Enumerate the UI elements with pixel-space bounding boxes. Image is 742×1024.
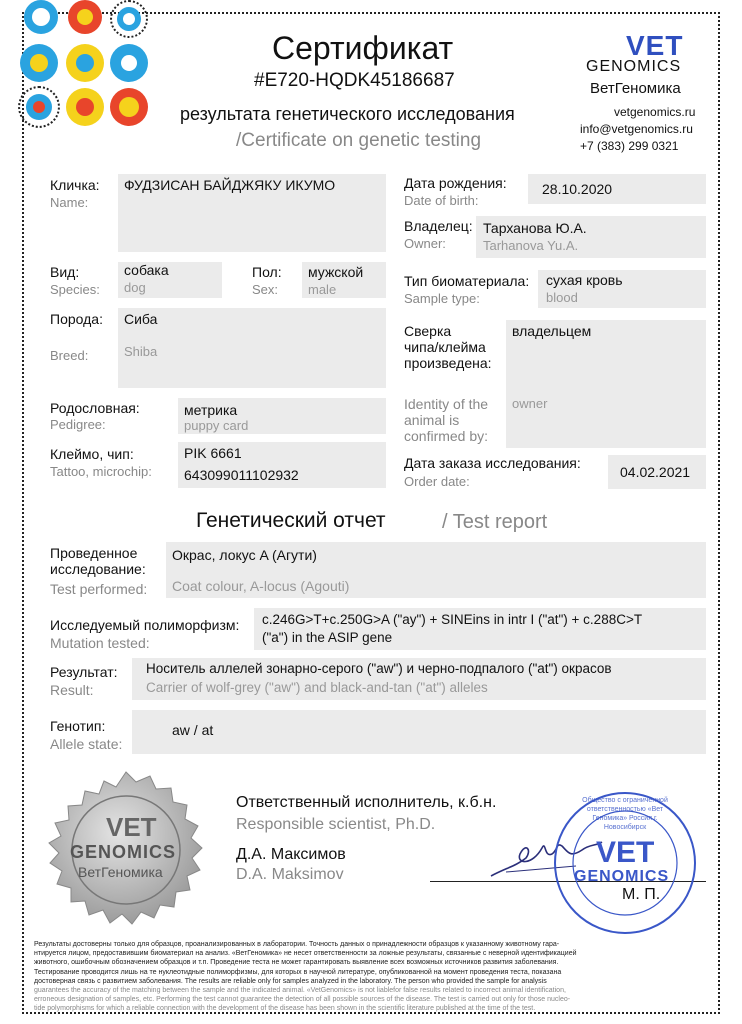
certificate-subtitle-ru: результата генетического исследования bbox=[180, 104, 515, 124]
blue-stamp-ring: Общество с ограниченной ответственностью «Вет Геномика» Россия г. Новосибирск bbox=[582, 797, 668, 831]
owner-label-ru: Владелец: bbox=[404, 218, 473, 234]
disclaimer-line: Тестирование проводится лишь на те нуклеотидные полиморфизмы, для которых в научной литературе, опубликованной на момент проведения теста, показана bbox=[34, 968, 562, 976]
species-value-ru: собака bbox=[124, 262, 169, 278]
disclaimer-line: животного, ошибочным обозначением образцов и т.п. Проведение теста не может гарантировать выявление всех возможных источников развития заболевания. bbox=[34, 959, 559, 967]
silver-seal bbox=[44, 770, 208, 934]
certificate-title: Сертификат bbox=[272, 30, 454, 66]
genotype-value: aw / at bbox=[172, 722, 214, 738]
breed-label-en: Breed: bbox=[50, 348, 89, 363]
brand-logo-genomics: GENOMICS bbox=[586, 58, 682, 75]
disclaimer-line: Результаты достоверны только для образцов, проанализированных в лаборатории. Точность данных о принадлежности образцов к указанному животному гара- bbox=[34, 941, 560, 948]
result-label-ru: Результат: bbox=[50, 664, 118, 680]
breed-value-ru: Сиба bbox=[124, 311, 158, 327]
identity-value-ru: владельцем bbox=[512, 323, 592, 339]
identity-value-box bbox=[506, 320, 706, 448]
mutation-label-ru: Исследуемый полиморфизм: bbox=[50, 617, 240, 633]
birth-label-ru: Дата рождения: bbox=[404, 175, 507, 191]
sample-label-en: Sample type: bbox=[404, 291, 480, 306]
tattoo-value-2: 643099011102932 bbox=[184, 467, 299, 483]
blue-stamp-genomics: GENOMICS bbox=[574, 868, 670, 885]
certificate-subtitle-en: /Certificate on genetic testing bbox=[236, 130, 482, 151]
order-label-en: Order date: bbox=[404, 474, 470, 489]
brand-email: info@vetgenomics.ru bbox=[580, 122, 693, 136]
identity-label-en-1: Identity of the bbox=[404, 396, 489, 412]
result-label-en: Result: bbox=[50, 682, 94, 698]
birth-label-en: Date of birth: bbox=[404, 193, 479, 208]
mutation-label-en: Mutation tested: bbox=[50, 635, 150, 651]
brand-phone: +7 (383) 299 0321 bbox=[580, 139, 679, 153]
owner-value-ru: Тарханова Ю.А. bbox=[483, 220, 587, 236]
name-value: ФУДЗИСАН БАЙДЖЯКУ ИКУМО bbox=[124, 177, 336, 193]
test-label-en: Test performed: bbox=[50, 581, 148, 597]
tattoo-label-en: Tattoo, microchip: bbox=[50, 464, 152, 479]
mutation-value-2: ("a") in the ASIP gene bbox=[262, 630, 393, 645]
sex-value-ru: мужской bbox=[308, 264, 364, 280]
identity-value-en: owner bbox=[512, 396, 548, 411]
silver-seal-ru: ВетГеномика bbox=[78, 864, 163, 880]
disclaimer bbox=[34, 940, 714, 1014]
pedigree-label-ru: Родословная: bbox=[50, 400, 140, 416]
report-heading-en: / Test report bbox=[442, 511, 548, 533]
test-value-ru: Окрас, локус A (Агути) bbox=[172, 547, 317, 563]
pedigree-value-en: puppy card bbox=[184, 418, 249, 433]
disclaimer-line: достоверная связь с развитием заболевания. The results are reliable only for samples analyzed in the laboratory. The person who provided the sample for analysis bbox=[34, 977, 547, 985]
sex-label-en: Sex: bbox=[252, 282, 279, 297]
sex-value-en: male bbox=[308, 282, 337, 297]
identity-label-en-2: animal is bbox=[404, 412, 460, 428]
blue-stamp bbox=[552, 790, 698, 936]
disclaimer-line: guarantees the accuracy of the matching between the sample and the indicated animal. «VetGenomics» is not liablefor false results related to incorrect animal identification, bbox=[34, 987, 566, 995]
scientist-role-en: Responsible scientist, Ph.D. bbox=[236, 816, 436, 833]
tattoo-value-1: PIK 6661 bbox=[184, 445, 242, 461]
sex-label-ru: Пол: bbox=[252, 264, 282, 280]
disclaimer-line: erroneous designation of samples, etc. Performing the test cannot guarantee the detection of all possible sources of the disease. The test is carried out only for those nucleo- bbox=[34, 996, 571, 1004]
name-label-en: Name: bbox=[50, 195, 89, 210]
mutation-value-1: c.246G>T+c.250G>A ("ay") + SINEins in intr I ("at") + c.288C>T bbox=[262, 612, 643, 627]
test-label-ru-1: Проведенное bbox=[50, 545, 138, 561]
owner-value-en: Tarhanova Yu.A. bbox=[483, 238, 579, 253]
name-label-ru: Кличка: bbox=[50, 177, 100, 193]
sample-value-ru: сухая кровь bbox=[546, 272, 623, 288]
breed-label-ru: Порода: bbox=[50, 311, 103, 327]
species-value-en: dog bbox=[124, 280, 146, 295]
genotype-label-ru: Генотип: bbox=[50, 718, 106, 734]
result-value-en: Carrier of wolf-grey ("aw") and black-and-tan ("at") alleles bbox=[146, 680, 488, 695]
order-value: 04.02.2021 bbox=[620, 464, 691, 480]
owner-label-en: Owner: bbox=[404, 236, 446, 251]
genotype-label-en: Allele state: bbox=[50, 736, 123, 752]
brand-site: vetgenomics.ru bbox=[614, 105, 696, 119]
species-label-en: Species: bbox=[50, 282, 100, 297]
identity-label-ru-2: чипа/клейма bbox=[404, 339, 486, 355]
test-label-ru-2: исследование: bbox=[50, 561, 146, 577]
sample-label-ru: Тип биоматериала: bbox=[404, 273, 530, 289]
breed-value-en: Shiba bbox=[124, 344, 158, 359]
scientist-name-ru: Д.А. Максимов bbox=[236, 846, 346, 863]
silver-seal-vet: VET bbox=[106, 812, 157, 842]
result-value-ru: Носитель аллелей зонарно-серого ("aw") и черно-подпалого ("at") окрасов bbox=[146, 661, 612, 676]
test-value-en: Coat colour, A-locus (Agouti) bbox=[172, 578, 350, 594]
species-label-ru: Вид: bbox=[50, 264, 80, 280]
silver-seal-genomics: GENOMICS bbox=[70, 842, 177, 862]
blue-stamp-vet: VET bbox=[596, 836, 655, 869]
pedigree-label-en: Pedigree: bbox=[50, 417, 106, 432]
tattoo-label-ru: Клеймо, чип: bbox=[50, 446, 134, 462]
identity-label-ru-3: произведена: bbox=[404, 355, 492, 371]
identity-label-ru-1: Сверка bbox=[404, 323, 452, 339]
genotype-value-box bbox=[132, 710, 706, 754]
identity-label-en-3: confirmed by: bbox=[404, 428, 489, 444]
scientist-name-en: D.A. Maksimov bbox=[236, 866, 344, 883]
brand-logo-ru: ВетГеномика bbox=[590, 80, 681, 97]
pedigree-value-ru: метрика bbox=[184, 402, 238, 418]
order-label-ru: Дата заказа исследования: bbox=[404, 455, 581, 471]
brand-logo-vet: VET bbox=[626, 30, 684, 61]
sample-value-en: blood bbox=[546, 290, 578, 305]
scientist-role-ru: Ответственный исполнитель, к.б.н. bbox=[236, 794, 497, 811]
report-heading-ru: Генетический отчет bbox=[196, 509, 386, 532]
certificate-number: #E720-HQDK45186687 bbox=[254, 70, 455, 91]
birth-value: 28.10.2020 bbox=[542, 181, 613, 197]
disclaimer-line: нтируется лицом, предоставившим биоматериал на анализ. «ВетГеномика» не несет ответственности за ложные результаты, связанные с неверной идентификацией bbox=[34, 950, 577, 958]
disclaimer-line: tide polymorphisms for which a reliable connection with the development of the disease has been shown in the scientific literature published at the time of the test. bbox=[34, 1005, 536, 1013]
breed-value-box bbox=[118, 308, 386, 388]
stamp-place-label: М. П. bbox=[622, 886, 661, 903]
